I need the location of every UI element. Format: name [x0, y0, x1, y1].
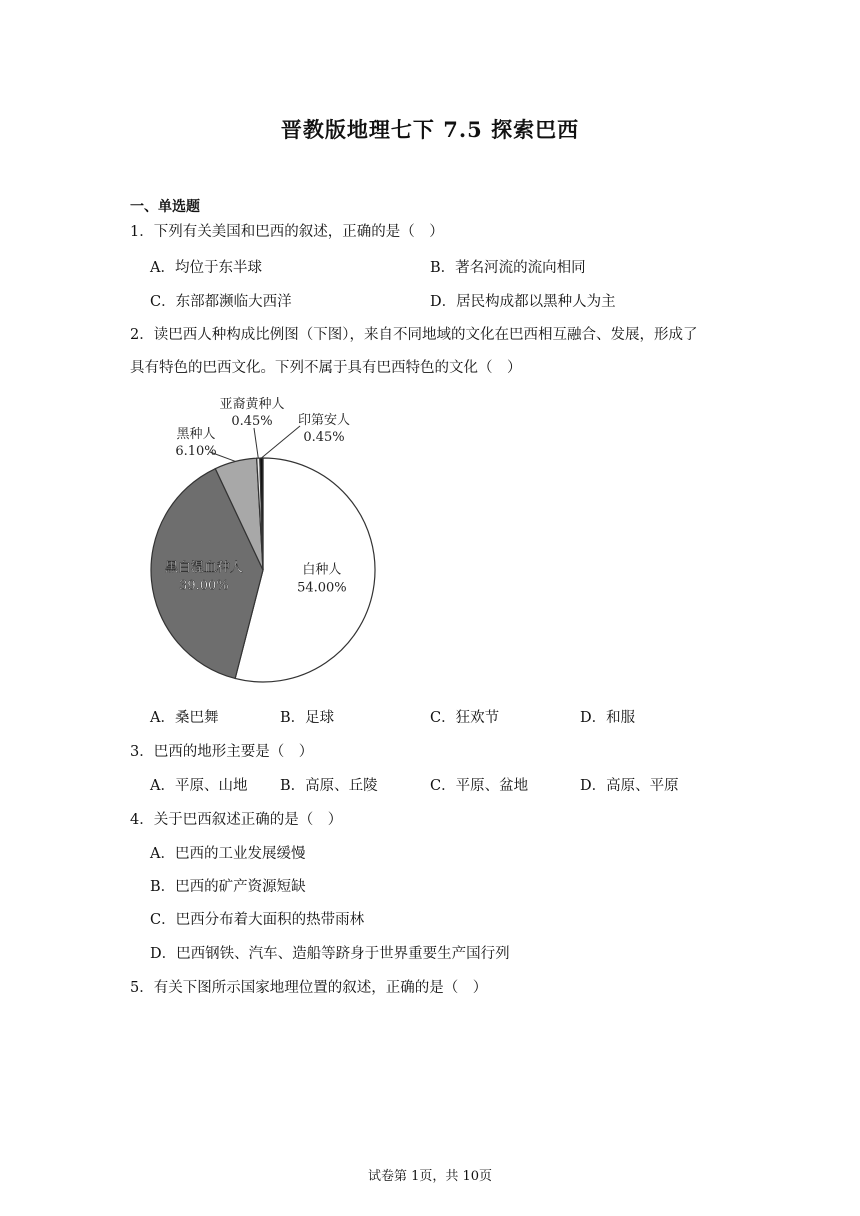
pie-value-mixed: 39.00% [179, 578, 229, 594]
question-1-option-c: C．东部都濒临大西洋 [150, 294, 292, 310]
pie-label-mixed: 黑白混血种人 [164, 560, 243, 576]
pie-leader-indigenous [261, 426, 300, 458]
pie-value-black: 6.10% [175, 444, 217, 459]
pie-label-black: 黑种人 [176, 427, 216, 442]
pie-chart-svg [130, 388, 390, 688]
question-4-option-a: A．巴西的工业发展缓慢 [150, 846, 306, 862]
question-4-option-c: C．巴西分布着大面积的热带雨林 [150, 912, 365, 928]
pie-label-white: 白种人 [302, 562, 342, 578]
question-4-stem: 4．关于巴西叙述正确的是（ ） [130, 812, 343, 828]
question-3-option-b: B．高原、丘陵 [280, 778, 378, 794]
pie-leader-asian [254, 428, 258, 458]
question-2-option-b: B．足球 [280, 710, 335, 726]
question-1-option-d: D．居民构成都以黑种人为主 [430, 294, 616, 310]
question-1-stem: 1．下列有关美国和巴西的叙述，正确的是（ ） [130, 224, 444, 240]
section-heading: 一、单选题 [130, 199, 200, 215]
question-2-option-a: A．桑巴舞 [150, 710, 219, 726]
pie-chart [130, 388, 390, 692]
question-2-stem-line1: 2．读巴西人种构成比例图（下图），来自不同地域的文化在巴西相互融合、发展，形成了 [130, 327, 698, 343]
question-4-option-b: B．巴西的矿产资源短缺 [150, 879, 306, 895]
question-1-option-a: A．均位于东半球 [150, 260, 262, 276]
pie-value-asian: 0.45% [231, 414, 273, 429]
question-3-option-a: A．平原、山地 [150, 778, 248, 794]
question-1-option-b: B．著名河流的流向相同 [430, 260, 586, 276]
pie-label-indigenous: 印第安人 [297, 413, 351, 428]
question-5-stem: 5．有关下图所示国家地理位置的叙述，正确的是（ ） [130, 980, 488, 996]
question-4-option-d: D．巴西钢铁、汽车、造船等跻身于世界重要生产国行列 [150, 946, 510, 962]
question-3-option-d: D．高原、平原 [580, 778, 679, 794]
question-3-stem: 3．巴西的地形主要是（ ） [130, 744, 314, 760]
question-2-option-c: C．狂欢节 [430, 710, 500, 726]
pie-value-white: 54.00% [297, 580, 347, 596]
question-2-stem-line2: 具有特色的巴西文化。下列不属于具有巴西特色的文化（ ） [130, 360, 522, 376]
question-2-option-d: D．和服 [580, 710, 636, 726]
pie-label-asian: 亚裔黄种人 [219, 397, 285, 412]
pie-value-indigenous: 0.45% [303, 430, 345, 445]
page-footer: 试卷第 1页，共 10页 [367, 1169, 493, 1184]
question-3-option-c: C．平原、盆地 [430, 778, 529, 794]
page-title: 晋教版地理七下 7.5 探索巴西 [280, 117, 580, 142]
